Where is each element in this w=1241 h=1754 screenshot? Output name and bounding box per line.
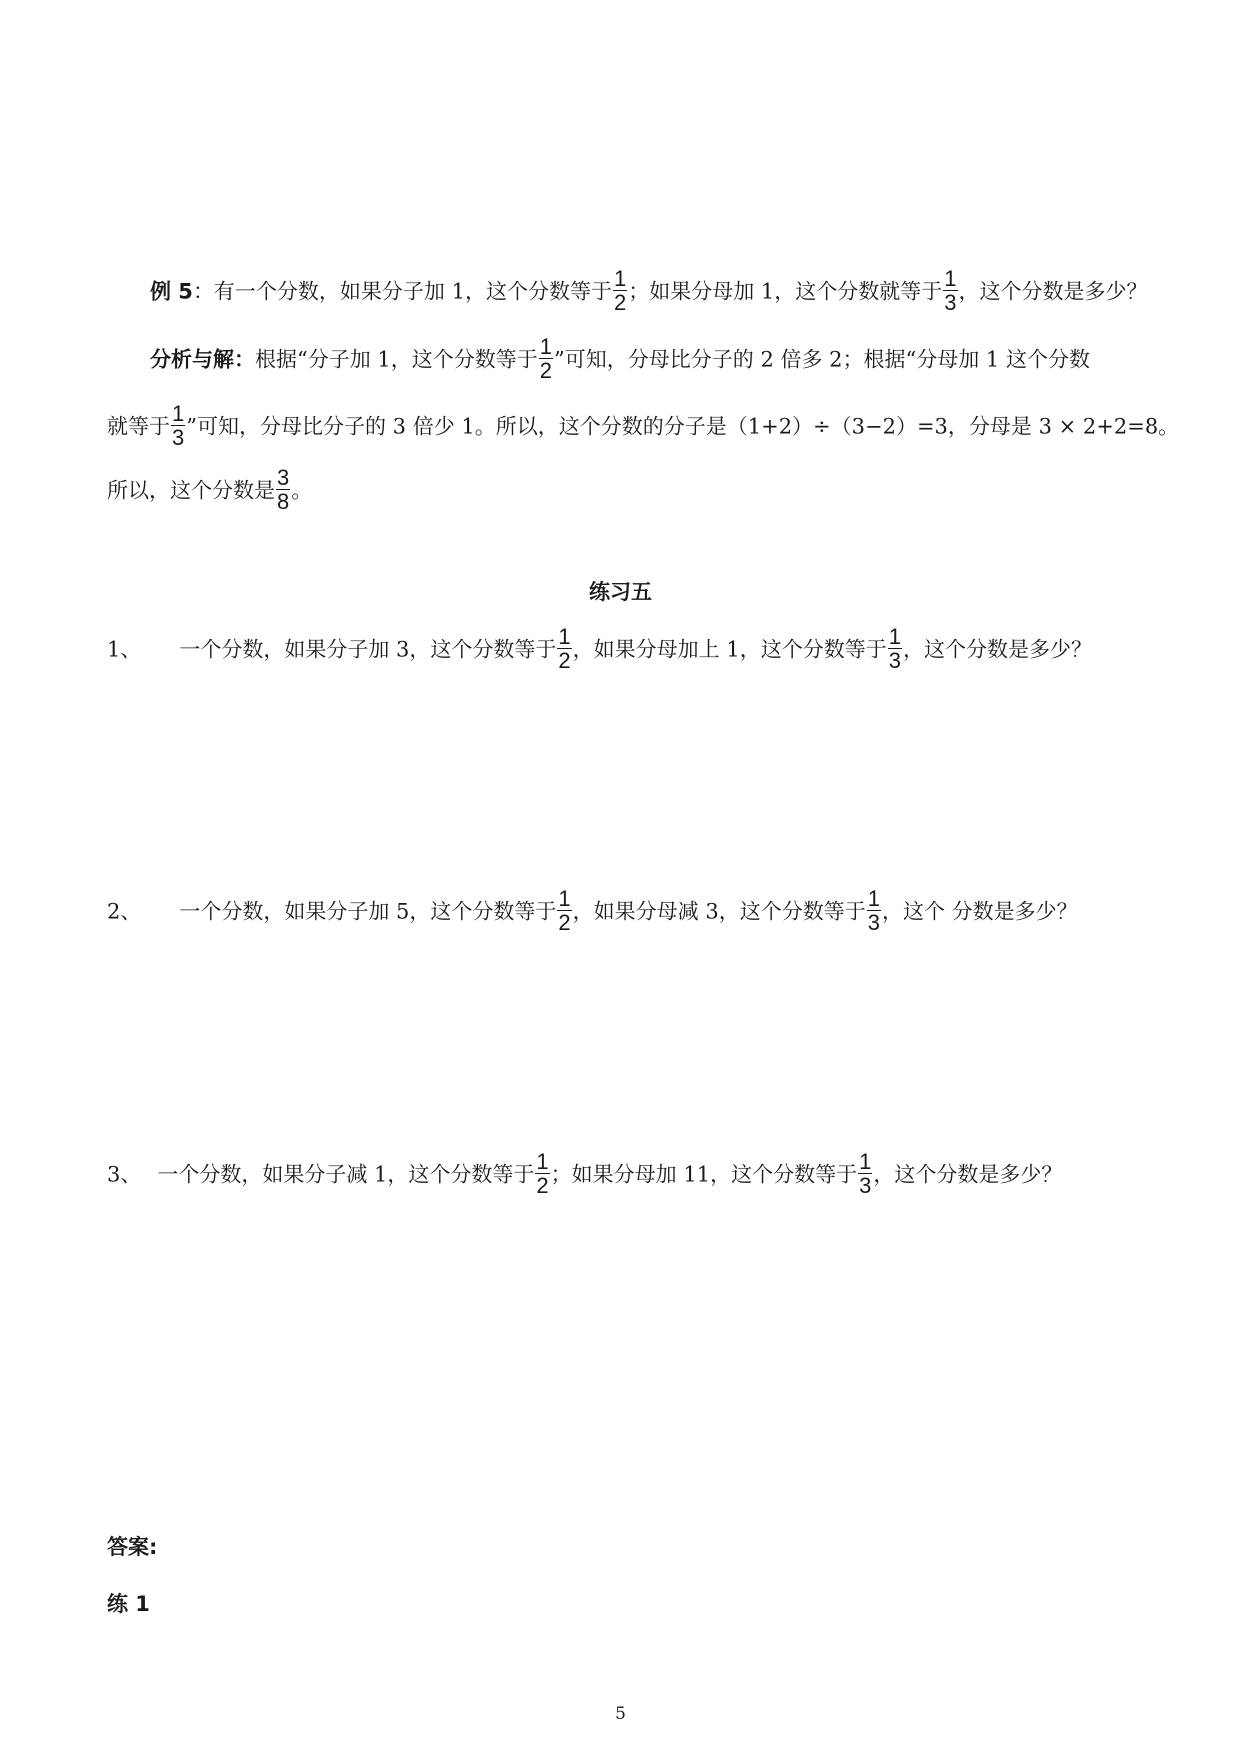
exercise-item: 2、 一个分数，如果分子加 5，这个分数等于 $\frac{1}{2}$ ，如果分母减 3，这个分数等于 $\frac{1}{3}$ ，这个 分数是多少？ xyxy=(107,886,1078,935)
fraction: $\frac{1}{2}$ xyxy=(558,624,571,673)
exercise-item: 1、 一个分数，如果分子加 3，这个分数等于 $\frac{1}{2}$ ，如果分母加上 1，这个分数等于 $\frac{1}{3}$ ，这个分数是多少？ xyxy=(107,624,1092,673)
fraction: $\frac{3}{8}$ xyxy=(277,465,290,514)
page-number: 5 xyxy=(615,1704,626,1724)
analysis-text: ”可知，分母比分子的 3 倍少 1。所以，这个分数的分子是（1+2）÷（3−2）=3，分母是 3 × 2+2=8。 xyxy=(186,414,1180,439)
fraction: $\frac{1}{3}$ xyxy=(867,886,880,935)
answers-sub-heading: 练 1 xyxy=(107,1592,150,1616)
analysis-text: 。 xyxy=(291,478,313,503)
fraction: $\frac{1}{2}$ xyxy=(613,266,627,315)
fraction: $\frac{1}{2}$ xyxy=(536,1149,549,1198)
analysis-text: 所以，这个分数是 xyxy=(107,478,275,503)
analysis-text: ”可知，分母比分子的 2 倍多 2；根据“分母加 1 这个分数 xyxy=(554,347,1090,372)
fraction: $\frac{1}{3}$ xyxy=(859,1149,872,1198)
analysis-line-3 xyxy=(107,465,313,515)
fraction: $\frac{1}{3}$ xyxy=(944,266,957,315)
exercise-item: 3、 一个分数，如果分子减 1，这个分数等于 $\frac{1}{2}$ ；如果分母加 11，这个分数等于 $\frac{1}{3}$ ，这个分数是多少？ xyxy=(107,1149,1063,1198)
exercise-number: 2、 xyxy=(107,899,142,924)
fraction: $\frac{1}{2}$ xyxy=(558,886,571,935)
exercise-title: 练习五 xyxy=(589,580,652,604)
analysis-line-1: 分析与解：根据“分子加 1，这个分数等于 $\frac{1}{2}$ ”可知，分母比分子的 2 倍多 2；根据“分母加 1 这个分数 xyxy=(150,334,1090,383)
exercise-number: 1、 xyxy=(107,637,142,662)
analysis-text: 根据“分子加 1，这个分数等于 xyxy=(255,347,538,372)
example-5-question xyxy=(150,266,1148,316)
fraction: $\frac{1}{3}$ xyxy=(888,624,901,673)
answers-label: 答案: xyxy=(107,1535,158,1559)
example-text-3: ，这个分数是多少？ xyxy=(958,279,1148,304)
fraction: $\frac{1}{3}$ xyxy=(172,401,185,450)
analysis-text: 就等于 xyxy=(107,414,170,439)
analysis-line-2 xyxy=(107,401,1180,451)
example-label: 例 5 xyxy=(150,279,193,304)
example-text-2: ；如果分母加 1，这个分数就等于 xyxy=(628,279,943,304)
exercise-number: 3、 xyxy=(107,1162,142,1187)
fraction: $\frac{1}{2}$ xyxy=(539,334,553,383)
example-text-1: ：有一个分数，如果分子加 1，这个分数等于 xyxy=(192,279,612,304)
analysis-label: 分析与解 xyxy=(150,347,234,372)
